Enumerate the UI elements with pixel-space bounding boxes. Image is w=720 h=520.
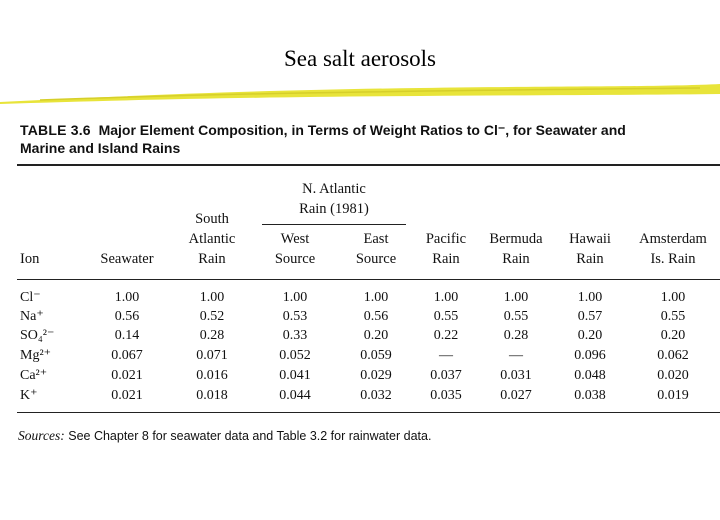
table-bottom-rule <box>17 412 720 413</box>
table-cell-south_atlantic: 0.016 <box>196 368 228 383</box>
table-cell-bermuda: — <box>509 348 523 363</box>
table-cell-seawater: 0.021 <box>111 388 143 403</box>
table-cell-south_atlantic: 0.52 <box>199 309 225 324</box>
column-header-hawaii-line1: Hawaii <box>569 231 611 247</box>
table-cell-east: 0.032 <box>360 388 392 403</box>
table-sources <box>18 428 708 444</box>
table-cell-seawater: 1.00 <box>114 290 140 305</box>
table-caption-line2: Marine and Island Rains <box>20 140 181 156</box>
table-cell-east: 1.00 <box>363 290 389 305</box>
table-cell-east: 0.059 <box>360 348 392 363</box>
group-header-rule <box>262 224 406 225</box>
ion-label: K⁺ <box>20 388 38 403</box>
table-cell-seawater: 0.067 <box>111 348 143 363</box>
column-header-west-line1: West <box>280 231 310 247</box>
table-cell-south_atlantic: 0.28 <box>199 328 225 343</box>
column-header-south_atlantic-line3: Rain <box>198 251 226 267</box>
table-cell-bermuda: 0.28 <box>503 328 529 343</box>
table-cell-south_atlantic: 0.018 <box>196 388 228 403</box>
table-cell-amsterdam: 0.019 <box>657 388 689 403</box>
table-cell-bermuda: 0.031 <box>500 368 532 383</box>
table-cell-west: 0.052 <box>279 348 311 363</box>
group-header-line2: Rain (1981) <box>299 201 369 217</box>
table-cell-hawaii: 0.048 <box>574 368 606 383</box>
table-caption-line1: Major Element Composition, in Terms of Weight Ratios to Cl⁻, for Seawater and <box>98 122 626 138</box>
ion-label: SO₄²⁻ <box>20 328 55 343</box>
column-header-amsterdam-line1: Amsterdam <box>639 231 707 247</box>
column-header-east-line1: East <box>363 231 389 247</box>
table-cell-west: 1.00 <box>282 290 308 305</box>
column-header-pacific-line2: Rain <box>432 251 460 267</box>
table-cell-hawaii: 0.038 <box>574 388 606 403</box>
table-cell-amsterdam: 0.20 <box>660 328 686 343</box>
header-bottom-rule <box>17 279 720 280</box>
table-cell-west: 0.044 <box>279 388 311 403</box>
table-cell-amsterdam: 0.020 <box>657 368 689 383</box>
column-header-hawaii-line2: Rain <box>576 251 604 267</box>
table-cell-hawaii: 0.20 <box>577 328 603 343</box>
table-cell-seawater: 0.021 <box>111 368 143 383</box>
table-cell-seawater: 0.14 <box>114 328 140 343</box>
column-header-bermuda-line2: Rain <box>502 251 530 267</box>
ion-label: Ca²⁺ <box>20 368 48 383</box>
column-header-south_atlantic-line1: South <box>195 211 229 227</box>
table-cell-west: 0.53 <box>282 309 308 324</box>
ion-label: Mg²⁺ <box>20 348 52 363</box>
table-cell-pacific: 0.55 <box>433 309 459 324</box>
table-number: TABLE 3.6 <box>20 122 91 138</box>
table-cell-pacific: — <box>439 348 453 363</box>
table-cell-amsterdam: 0.062 <box>657 348 689 363</box>
column-header-west-line2: Source <box>274 251 316 267</box>
table-cell-south_atlantic: 1.00 <box>199 290 225 305</box>
column-header-pacific-line1: Pacific <box>425 231 467 247</box>
table-cell-amsterdam: 1.00 <box>660 290 686 305</box>
table-cell-hawaii: 1.00 <box>577 290 603 305</box>
table-cell-east: 0.56 <box>363 309 389 324</box>
column-header-east-line2: Source <box>355 251 397 267</box>
title-underline-swoosh <box>0 82 720 104</box>
table-cell-pacific: 1.00 <box>433 290 459 305</box>
table-cell-south_atlantic: 0.071 <box>196 348 228 363</box>
column-header-ion-line1: Ion <box>20 251 40 267</box>
table-cell-pacific: 0.22 <box>433 328 459 343</box>
table-cell-bermuda: 0.027 <box>500 388 532 403</box>
table-top-rule <box>17 164 720 166</box>
table-cell-bermuda: 0.55 <box>503 309 529 324</box>
column-header-seawater-line1: Seawater <box>100 251 154 267</box>
ion-label: Na⁺ <box>20 309 44 324</box>
table-caption <box>20 121 700 157</box>
table-cell-east: 0.20 <box>363 328 389 343</box>
table-cell-hawaii: 0.096 <box>574 348 606 363</box>
group-header-line1: N. Atlantic <box>302 181 366 197</box>
sources-label: Sources: <box>18 428 65 443</box>
table-cell-bermuda: 1.00 <box>503 290 529 305</box>
table-cell-pacific: 0.035 <box>430 388 462 403</box>
table-cell-west: 0.041 <box>279 368 311 383</box>
slide-title: Sea salt aerosols <box>283 46 436 71</box>
table-cell-amsterdam: 0.55 <box>660 309 686 324</box>
ion-label: Cl⁻ <box>20 290 41 305</box>
table-cell-pacific: 0.037 <box>430 368 462 383</box>
column-header-south_atlantic-line2: Atlantic <box>188 231 236 247</box>
table-cell-seawater: 0.56 <box>114 309 140 324</box>
table-cell-west: 0.33 <box>282 328 308 343</box>
table-cell-hawaii: 0.57 <box>577 309 603 324</box>
table-cell-east: 0.029 <box>360 368 392 383</box>
sources-text: See Chapter 8 for seawater data and Table 3.2 for rainwater data. <box>68 429 432 443</box>
column-header-amsterdam-line2: Is. Rain <box>650 251 696 267</box>
column-header-bermuda-line1: Bermuda <box>489 231 543 247</box>
